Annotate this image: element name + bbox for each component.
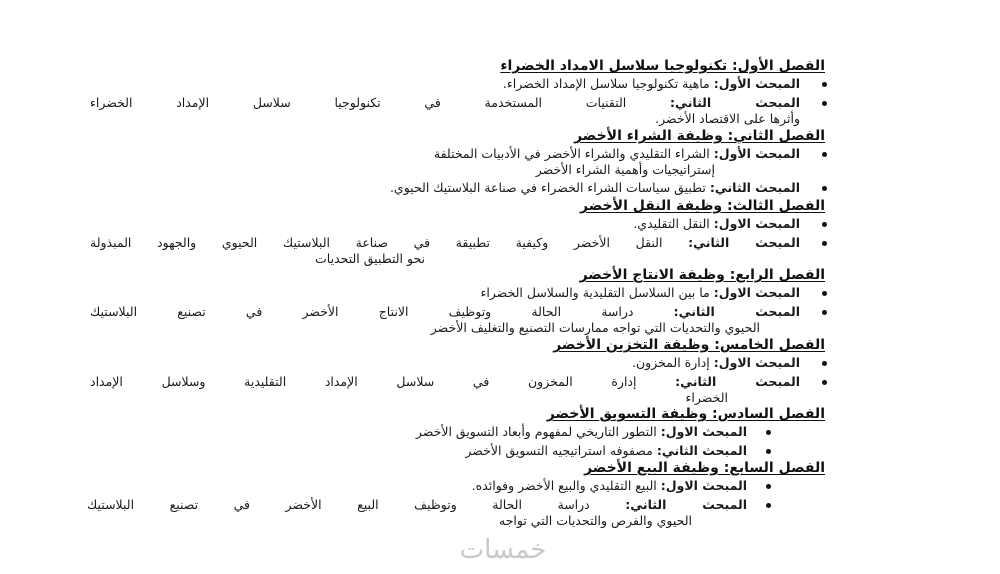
item-label: المبحث الثاني: xyxy=(670,95,800,110)
bullet-icon xyxy=(822,380,827,385)
chapter-2-item-2 xyxy=(390,180,800,196)
bullet-icon xyxy=(822,101,827,106)
item-text: مصفوفه استراتيجيه التسويق الأخضر xyxy=(465,443,653,458)
item-text: دراسة الحالة وتوظيف الانتاج الأخضر في تصنيع البلاستيك xyxy=(90,304,634,319)
item-text: البيع التقليدي والبيع الأخضر وفوائده. xyxy=(471,478,657,493)
chapter-5-item-2 xyxy=(90,374,800,390)
item-text: تطبيق سياسات الشراء الخضراء في صناعة البلاستيك الحيوي. xyxy=(389,180,706,195)
chapter-5-title: الفصل الخامس: وظيفة التخزين الأخضر xyxy=(553,337,825,353)
chapter-4-title: الفصل الرابع: وظيفة الانتاج الأخضر xyxy=(579,267,825,283)
bullet-icon xyxy=(822,82,827,87)
bullet-icon xyxy=(766,503,771,508)
bullet-icon xyxy=(822,222,827,227)
item-text: النقل التقليدي. xyxy=(633,216,710,231)
bullet-icon xyxy=(822,186,827,191)
chapter-7-title: الفصل السابع: وظيفة البيع الأخضر xyxy=(584,460,825,476)
chapter-2-item-1 xyxy=(434,146,800,162)
chapter-3-item-2-continuation: نحو التطبيق التحديات xyxy=(315,251,425,266)
chapter-7-item-2-continuation: الحيوي والفرص والتحديات التي تواجه xyxy=(499,513,692,528)
chapter-7-item-2 xyxy=(87,497,747,513)
item-label: المبحث الثاني: xyxy=(625,497,747,512)
item-text: الشراء التقليدي والشراء الأخضر في الأدبيات المختلفة xyxy=(433,146,710,161)
chapter-5-item-1 xyxy=(632,355,800,371)
chapter-2-item-1-continuation: إستراتيجيات وأهمية الشراء الأخضر xyxy=(535,162,715,177)
item-text: دراسة الحالة وتوظيف البيع الأخضر في تصنيع البلاستيك xyxy=(87,497,590,512)
item-text: إدارة المخزون. xyxy=(632,355,710,370)
bullet-icon xyxy=(766,484,771,489)
bullet-icon xyxy=(822,241,827,246)
chapter-7-item-1 xyxy=(472,478,747,494)
chapter-5-item-2-continuation: الخضراء xyxy=(685,390,728,405)
chapter-4-item-2 xyxy=(90,304,800,320)
chapter-1-item-1 xyxy=(503,76,800,92)
item-text: إدارة المخزون في سلاسل الإمداد التقليدية وسلاسل الإمداد xyxy=(90,374,637,389)
chapter-3-item-1 xyxy=(633,216,800,232)
bullet-icon xyxy=(822,152,827,157)
chapter-4-item-1 xyxy=(480,285,800,301)
item-label: المبحث الثاني: xyxy=(673,304,800,319)
chapter-4-item-2-continuation: الحيوي والتحديات التي تواجه ممارسات التصنيع والتغليف الأخضر xyxy=(430,320,760,335)
chapter-6-item-2 xyxy=(465,443,747,459)
bullet-icon xyxy=(822,310,827,315)
chapter-3-item-2 xyxy=(90,235,800,251)
bullet-icon xyxy=(822,361,827,366)
item-label: المبحث الاول: xyxy=(713,216,800,231)
item-text: التقنيات المستخدمة في تكنولوجيا سلاسل الإمداد الخضراء xyxy=(90,95,627,110)
item-label: المبحث الثاني: xyxy=(675,374,800,389)
item-label: المبحث الأول: xyxy=(713,76,800,91)
chapter-2-title: الفصل الثاني: وظيفة الشراء الأخضر xyxy=(574,128,825,144)
item-label: المبحث الثاني: xyxy=(656,443,747,458)
item-text: ماهية تكنولوجيا سلاسل الإمداد الخضراء. xyxy=(502,76,710,91)
bullet-icon xyxy=(766,449,771,454)
item-label: المبحث الاول: xyxy=(713,355,800,370)
chapter-6-title: الفصل السادس: وظيفة التسويق الأخضر xyxy=(546,406,825,422)
watermark-logo: خمسات xyxy=(459,535,547,565)
chapter-1-item-2-continuation: وأثرها على الاقتصاد الأخضر. xyxy=(655,111,800,126)
item-text: ما بين السلاسل التقليدية والسلاسل الخضراء xyxy=(480,285,710,300)
item-text: التطور التاريخي لمفهوم وأبعاد التسويق الأخضر xyxy=(415,424,657,439)
chapter-6-item-1 xyxy=(416,424,747,440)
bullet-icon xyxy=(822,291,827,296)
item-label: المبحث الثاني: xyxy=(688,235,800,250)
chapter-1-title: الفصل الأول: تكنولوجيا سلاسل الامداد الخضراء xyxy=(500,58,825,74)
item-label: المبحث الاول: xyxy=(713,285,800,300)
item-text: النقل الأخضر وكيفية تطبيقة في صناعة البلاستيك الحيوي والجهود المبذولة xyxy=(90,235,663,250)
item-label: المبحث الاول: xyxy=(660,478,747,493)
bullet-icon xyxy=(766,430,771,435)
item-label: المبحث الثاني: xyxy=(709,180,800,195)
chapter-3-title: الفصل الثالث: وظيفة النقل الأخضر xyxy=(580,198,825,214)
item-label: المبحث الأول: xyxy=(713,146,800,161)
chapter-1-item-2 xyxy=(90,95,800,111)
item-label: المبحث الاول: xyxy=(660,424,747,439)
